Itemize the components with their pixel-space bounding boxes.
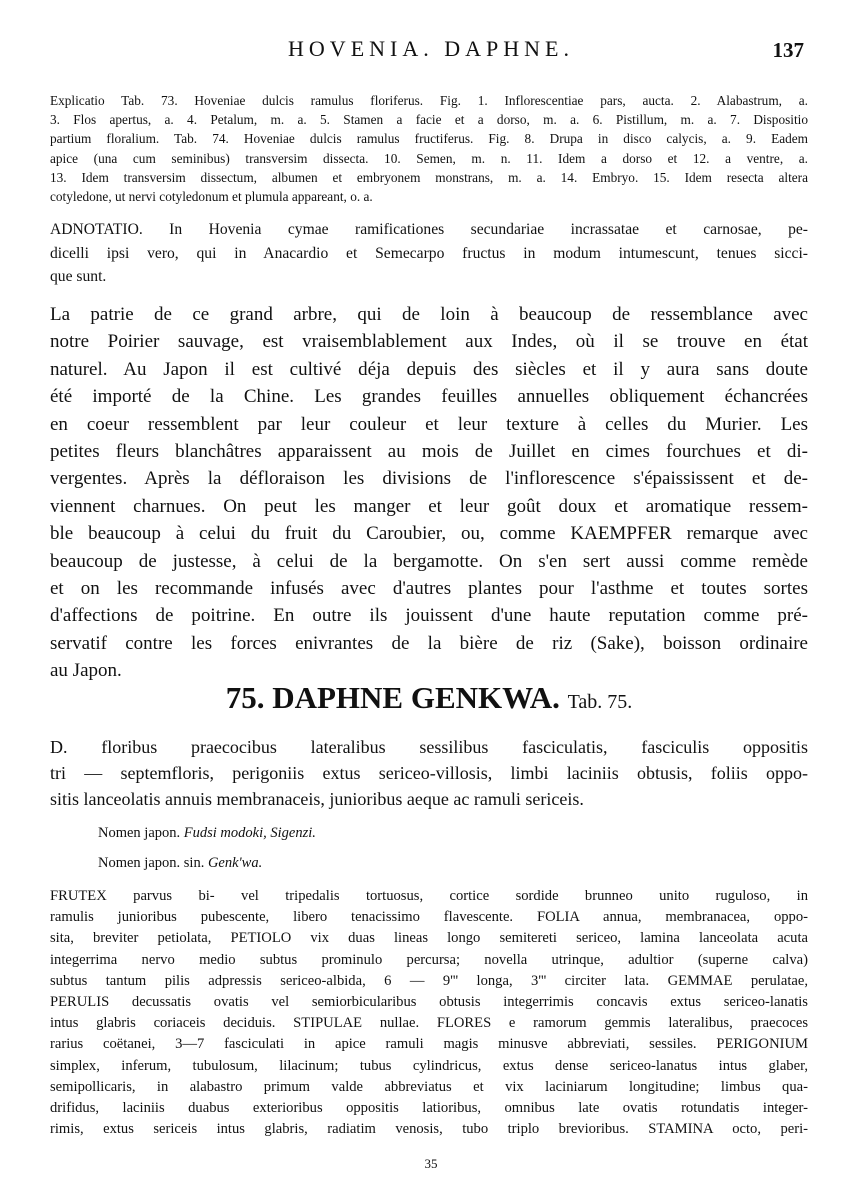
description-line: PERULIS decussatis ovatis vel semiorbicularibus obtusis integerrimis concavis extus sericeo-lanatis <box>50 994 808 1011</box>
adnotatio-line: dicelli ipsi vero, qui in Anacardio et Semecarpo fructus in modum intumescunt, tenues sicci- <box>50 244 808 262</box>
french-line: La patrie de ce grand arbre, qui de loin à beaucoup de ressemblance avec <box>50 304 808 325</box>
description-line: intus glabris coriaceis deciduis. STIPULAE nullae. FLORES e ramorum gemmis lateralibus, praecoces <box>50 1015 808 1032</box>
description-line: subtus tantum pilis adpressis sericeo-albida, 6 — 9''' longa, 3''' circiter lata. GEMMAE perulatae, <box>50 972 808 989</box>
description-paragraph <box>50 886 808 1140</box>
nomen-label: Nomen japon. sin. <box>98 855 205 871</box>
species-number: 75. <box>225 680 265 715</box>
signature-mark: 35 <box>424 1156 438 1171</box>
description-line: sita, breviter petiolata, PETIOLO vix duas lineas longo semitereti sericeo, lamina lanceolata acuta <box>50 930 808 947</box>
french-line: petites fleurs blanchâtres apparaissent au mois de Juillet en cimes fourchues et di- <box>50 441 808 463</box>
description-line: ramulis junioribus pubescente, libero tenacissimo flavescente. FOLIA annua, membranacea, oppo- <box>50 909 808 926</box>
french-line: ble beaucoup à celui du fruit du Caroubier, ou, comme KAEMPFER remarque avec <box>50 523 808 545</box>
description-line: drifidus, laciniis duabus exterioribus oppositis latioribus, omnibus late ovatis rotundatis integer- <box>50 1100 808 1117</box>
nomen-label: Nomen japon. <box>98 825 181 841</box>
description-line: semipollicaris, in alabastro primum valde abbreviatus et vix laciniarum longitudine; limbus qua- <box>50 1078 808 1095</box>
adnotatio-line: que sunt. <box>50 268 107 286</box>
description-line: rarius coëtanei, 3—7 fasciculati in apice ramuli magis minusve abbreviati, sessiles. PERIGONIUM <box>50 1036 808 1053</box>
french-line: en coeur ressemblent par leur couleur et leur texture à celles du Murier. Les <box>50 413 808 435</box>
french-line: d'affections de poitrine. En outre ils jouissent d'une haute reputation comme pré- <box>50 605 808 627</box>
french-line: au Japon. <box>50 660 122 682</box>
french-line: beaucoup de justesse, à celui de la bergamotte. On s'en sert aussi comme remède <box>50 550 808 572</box>
diagnosis-paragraph <box>50 734 808 812</box>
french-line: viennent charnues. On peut les manger et leur goût doux et aromatique ressem- <box>50 495 808 517</box>
plate-reference: Tab. 75. <box>567 691 633 713</box>
running-title: HOVENIA. DAPHNE. <box>288 36 574 61</box>
adnotatio-line: ADNOTATIO. In Hovenia cymae ramificationes secundariae incrassatae et carnosae, pe- <box>50 221 808 238</box>
species-heading <box>50 680 808 720</box>
diagnosis-line: D. floribus praecocibus lateralibus sessilibus fasciculatis, fasciculis oppositis <box>50 737 808 757</box>
french-line: vergentes. Après la défloraison les divisions de l'inflorescence s'épaississent et de- <box>50 468 808 490</box>
species-genus: DAPHNE <box>272 680 404 715</box>
french-line: et on les recommande infusés avec d'autres plantes pour l'asthme et toutes sortes <box>50 578 808 600</box>
adnotatio-paragraph <box>50 218 808 289</box>
nomen-value: Genk'wa. <box>207 855 263 871</box>
description-line: FRUTEX parvus bi- vel tripedalis tortuosus, cortice sordide brunneo unito ruguloso, in <box>50 888 808 904</box>
french-line: naturel. Au Japon il est cultivé déja depuis des siècles et il y aura sans doute <box>50 358 808 380</box>
nomen-japon <box>50 818 808 848</box>
nomen-japon-sin <box>50 848 808 878</box>
species-epithet: GENKWA. <box>410 680 560 715</box>
species-heading-line <box>50 680 808 720</box>
french-line: notre Poirier sauvage, est vraisemblablement aux Indes, où il se trouve en état <box>50 331 808 353</box>
description-line: integerrima nervo medio subtus prominulo percursa; novella utrinque, adultior (superne calva) <box>50 951 808 968</box>
explanation-line: 13. Idem transversim dissectum, albumen et embryonem monstrans, m. a. 14. Embryo. 15. Idem resecta altera <box>50 169 808 185</box>
french-line: servatif contre les forces enivrantes de la bière de riz (Sake), boisson ordinaire <box>50 632 808 654</box>
explanation-line: partium floralium. Tab. 74. Hoveniae dulcis ramulus fructiferus. Fig. 8. Drupa in disco calycis, a. 9. Eadem <box>50 131 808 147</box>
explanation-line: 3. Flos apertus, a. 4. Petalum, m. a. 5. Stamen a facie et a dorso, m. a. 6. Pistillum, m. a. 7. Dispositio <box>50 112 808 128</box>
french-paragraph <box>50 301 808 685</box>
description-line: simplex, inferum, tubulosum, lilacinum; tubus cylindricus, extus dense sericeo-lanatus intus glaber, <box>50 1057 808 1074</box>
explanation-line: apice (una cum seminibus) transversim dissecta. 10. Semen, m. n. 11. Idem a dorso et 12. a ventre, a. <box>50 150 808 166</box>
vernacular-names <box>50 818 808 878</box>
diagnosis-line: sitis lanceolatis annuis membranaceis, junioribus aeque ac ramuli sericeis. <box>50 789 584 809</box>
page-number: 137 <box>772 38 804 62</box>
running-head <box>0 36 862 76</box>
explanation-line: Explicatio Tab. 73. Hoveniae dulcis ramulus floriferus. Fig. 1. Inflorescentiae pars, aucta. 2. Alabastrum, a. <box>50 93 808 108</box>
french-line: été importé de la Chine. Les grandes feuilles annuelles obliquement échancrées <box>50 386 808 408</box>
description-line: rimis, extus sericeis intus glabris, radiatim venosis, tubo triplo brevioribus. STAMINA octo, peri- <box>50 1121 808 1138</box>
plate-explanation <box>50 91 808 206</box>
nomen-value: Fudsi modoki, Sigenzi. <box>183 825 316 841</box>
diagnosis-line: tri — septemfloris, perigoniis extus sericeo-villosis, limbi laciniis obtusis, foliis oppo- <box>50 763 808 783</box>
explanation-line: cotyledone, ut nervi cotyledonum et plumula appareant, o. a. <box>50 189 373 205</box>
